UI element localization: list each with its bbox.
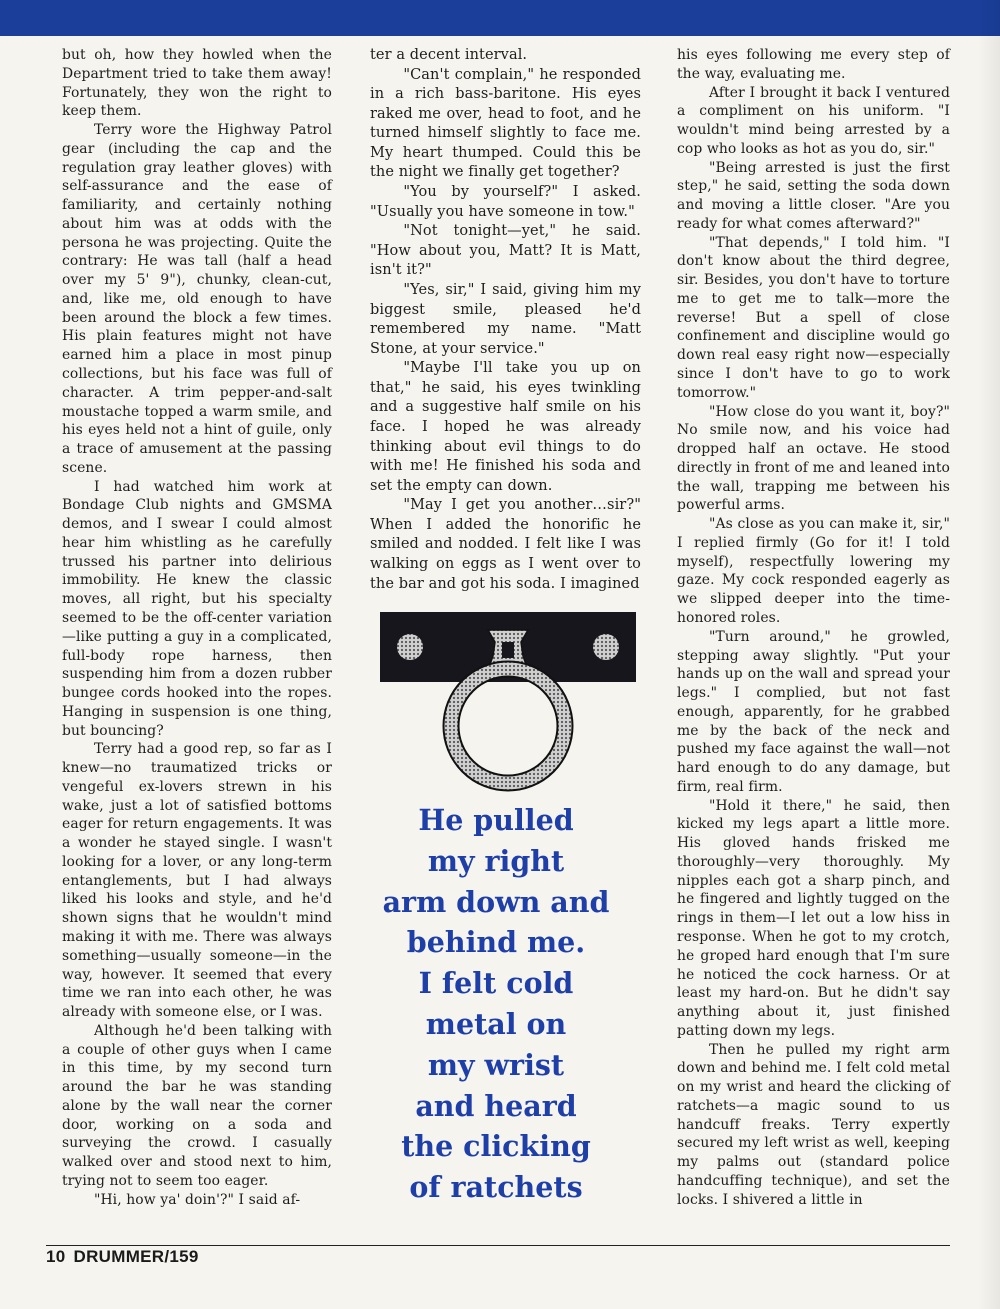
paragraph: "How close do you want it, boy?" No smile now, and his voice had dropped half an octave. He stood directly in front of me and leaned into the wall, trapping me between his powerful arms. (677, 403, 950, 514)
pull-quote-line: He pulled (418, 803, 574, 837)
pull-quote (370, 800, 622, 1208)
paragraph: Terry had a good rep, so far as I knew—no traumatized tricks or vengeful ex-lovers strewn in his wake, just a lot of satisfied bottoms eager for return engagements. It was a wonder he stayed single. I wasn't looking for a lover, or any long-term entanglements, but I had always liked his looks and style, and he'd shown signs that he wouldn't mind making it with me. There was always something—usually someone—in the way, however. It seemed that every time we ran into each other, he was already with someone else, or I was. (62, 741, 332, 1021)
rivet-left-icon (397, 634, 423, 660)
paragraph: his eyes following me every step of the way, evaluating me. (677, 47, 950, 82)
pull-quote-line: my right (427, 843, 565, 878)
d-ring-icon (451, 669, 565, 783)
top-color-band (0, 0, 1000, 36)
text-column-3 (677, 46, 950, 1209)
pull-quote-line: arm down and (382, 884, 610, 919)
pull-quote-line: the clicking (401, 1129, 591, 1164)
paragraph: "Can't complain," he responded in a rich bass-baritone. His eyes raked me over, head to foot, and he turned himself slightly to face me. My heart thumped. Could this be the night we finally get together? (370, 66, 641, 181)
paragraph: "Turn around," he growled, stepping away slightly. "Put your hands up on the wall and spread your legs." I complied, but not fast enough, apparently, for he grabbed me by the back of the neck and pushed my face against the wall—not hard enough to do any damage, but firm, real firm. (677, 628, 950, 795)
paragraph: I had watched him work at Bondage Club nights and GMSMA demos, and I swear I could almost hear him whistling as he carefully trussed his partner into delirious immobility. He knew the classic moves, all right, but his specialty seemed to be the off-center variation—like putting a guy in a complicated, full-body rope harness, then suspending him from a dozen rubber bungee cords hooked into the ropes. Hanging in suspension is one thing, but bouncing? (62, 478, 332, 739)
paragraph: but oh, how they howled when the Department tried to take them away! Fortunately, they won the right to keep them. (62, 47, 332, 120)
paragraph: "Not tonight—yet," he said. "How about you, Matt? It is Matt, isn't it?" (370, 223, 641, 279)
paragraph: "As close as you can make it, sir," I replied firmly (Go for it! I told myself), respectfully lowering my gaze. My cock responded eagerly as we slipped deeper into the time-honored roles. (677, 516, 950, 626)
page-edge-shadow (978, 0, 1000, 1309)
pull-quote-line: I felt cold (418, 966, 574, 1001)
magazine-issue: DRUMMER/159 (73, 1247, 199, 1266)
paragraph: "That depends," I told him. "I don't know about the third degree, sir. Besides, you don't have to torture me to get me to talk—more the reverse! But a spell of close confinement and discipline would go down real easy right now—especially since I don't have to go to work tomorrow." (677, 234, 950, 401)
paragraph: "May I get you another…sir?" When I added the honorific he smiled and nodded. I felt like I was walking on eggs as I went over to the bar and got his soda. I imagined (370, 497, 641, 592)
paragraph: Terry wore the Highway Patrol gear (including the cap and the regulation gray leather gloves) with self-assurance and the ease of familiarity, and certainly nothing about him was at odds with the persona he was projecting. Quite the contrary: He was tall (half a head over my 5' 9"), chunky, clean-cut, and, like me, old enough to have been around the block a few times. His plain features might not have earned him a place in most pinup collections, but his face was full of character. A trim pepper-and-salt moustache topped a warm smile, and his eyes held not a hint of guile, only a trace of amusement at the passing scene. (62, 122, 332, 476)
pull-quote-line: behind me. (406, 925, 586, 960)
paragraph: "Maybe I'll take you up on that," he said, his eyes twinkling and a suggestive half smile on his face. I hoped he was already thinking about evil things to do with me! He finished his soda and set the empty can down. (370, 360, 641, 494)
paragraph: "Hold it there," he said, then kicked my legs apart a little more. His gloved hands frisked me thoroughly—very thoroughly. My nipples each got a sharp pinch, and he fingered and lightly tugged on the rings in them—I let out a low hiss in response. When he got to my crotch, he groped hard enough that I'm sure he noticed the cock harness. Or at least my hard-on. But he didn't say anything about it, just finished patting down my legs. (677, 797, 950, 1039)
page-number: 10 (46, 1247, 66, 1266)
pull-quote-line: my wrist (427, 1047, 565, 1082)
paragraph: After I brought it back I ventured a compliment on his uniform. "I wouldn't mind being arrested by a cop who looks as hot as you do, sir." (677, 84, 950, 157)
rivet-right-icon (593, 634, 619, 660)
paragraph: "Yes, sir," I said, giving him my biggest smile, pleased he'd remembered my name. "Matt Stone, at your service." (370, 281, 641, 357)
text-column-2 (370, 46, 641, 594)
page-footer (46, 1247, 207, 1267)
restraint-ring-illustration (380, 612, 636, 800)
paragraph: Then he pulled my right arm down and behind me. I felt cold metal on my wrist and heard the clicking of ratchets—a magic sound to us handcuff freaks. Terry expertly secured my left wrist as well, keeping my palms out (standard police handcuffing technique), and set the locks. I shivered a little in (677, 1041, 950, 1208)
paragraph: "You by yourself?" I asked. "Usually you have someone in tow." (370, 184, 641, 220)
pull-quote-line: and heard (415, 1088, 577, 1123)
paragraph: Although he'd been talking with a couple of other guys when I came in this time, by my second turn around the bar he was standing alone by the wall near the corner door, working on a soda and surveying the crowd. I casually walked over and stood next to him, trying not to seem too eager. (62, 1022, 332, 1189)
pull-quote-line: of ratchets (409, 1170, 583, 1205)
paragraph: ter a decent interval. (370, 47, 528, 63)
footer-rule (46, 1245, 950, 1246)
paragraph: "Hi, how ya' doin'?" I said af- (93, 1191, 301, 1208)
paragraph: "Being arrested is just the first step," he said, setting the soda down and moving a little closer. "Are you ready for what comes afterward?" (677, 159, 950, 232)
pull-quote-line: metal on (425, 1006, 567, 1041)
text-column-1 (62, 46, 332, 1209)
